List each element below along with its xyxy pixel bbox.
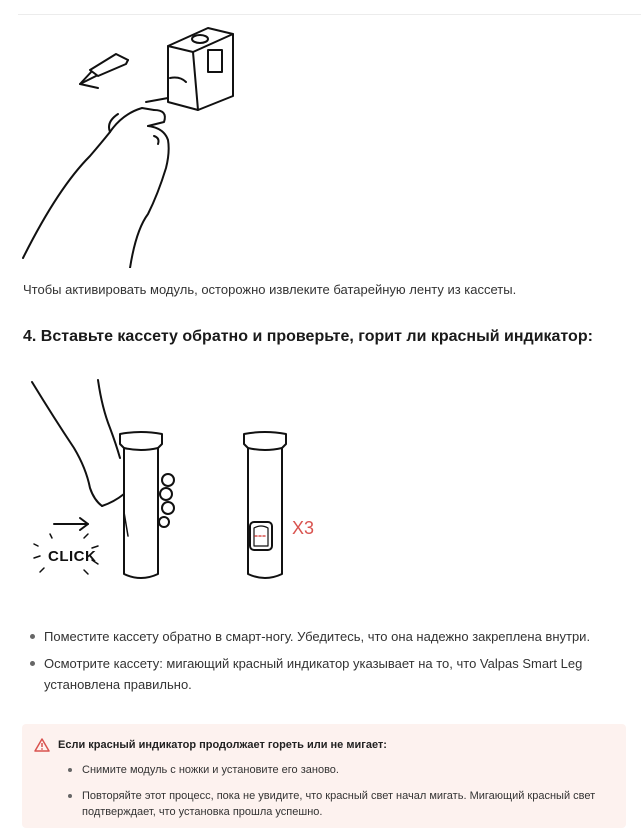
list-item-text: Снимите модуль с ножки и установите его заново. bbox=[82, 764, 339, 776]
click-label: CLICK bbox=[48, 548, 97, 565]
list-item-text: Осмотрите кассету: мигающий красный индикатор указывает на то, что Valpas Smart Leg установлена правильно. bbox=[44, 656, 583, 692]
smart-leg-left bbox=[120, 432, 162, 578]
list-item bbox=[26, 626, 626, 647]
bullet-dot-icon bbox=[30, 661, 35, 666]
top-divider bbox=[18, 14, 641, 15]
step4-heading: 4. Вставьте кассету обратно и проверьте, горит ли красный индикатор: bbox=[23, 328, 593, 345]
smart-leg-right bbox=[244, 432, 286, 578]
list-item bbox=[26, 653, 626, 695]
pull-battery-tab-illustration bbox=[18, 18, 278, 268]
warning-callout bbox=[22, 724, 626, 828]
list-item bbox=[66, 788, 616, 820]
list-item bbox=[66, 762, 616, 778]
step4-bullet-list bbox=[26, 626, 626, 701]
bullet-dot-icon bbox=[68, 768, 72, 772]
list-item-text: Повторяйте этот процесс, пока не увидите, что красный свет начал мигать. Мигающий красный свет подтверждает, что установка прошла успешно. bbox=[82, 790, 596, 818]
warning-triangle-icon bbox=[34, 738, 50, 752]
step3-caption: Чтобы активировать модуль, осторожно извлеките батарейную ленту из кассеты. bbox=[23, 282, 517, 297]
bullet-dot-icon bbox=[68, 794, 72, 798]
warning-title: Если красный индикатор продолжает гореть или не мигает: bbox=[58, 739, 387, 751]
bullet-dot-icon bbox=[30, 634, 35, 639]
blink-count-label: X3 bbox=[292, 518, 315, 538]
warning-list bbox=[66, 762, 616, 830]
list-item-text: Поместите кассету обратно в смарт-ногу. Убедитесь, что она надежно закреплена внутри. bbox=[44, 629, 591, 644]
